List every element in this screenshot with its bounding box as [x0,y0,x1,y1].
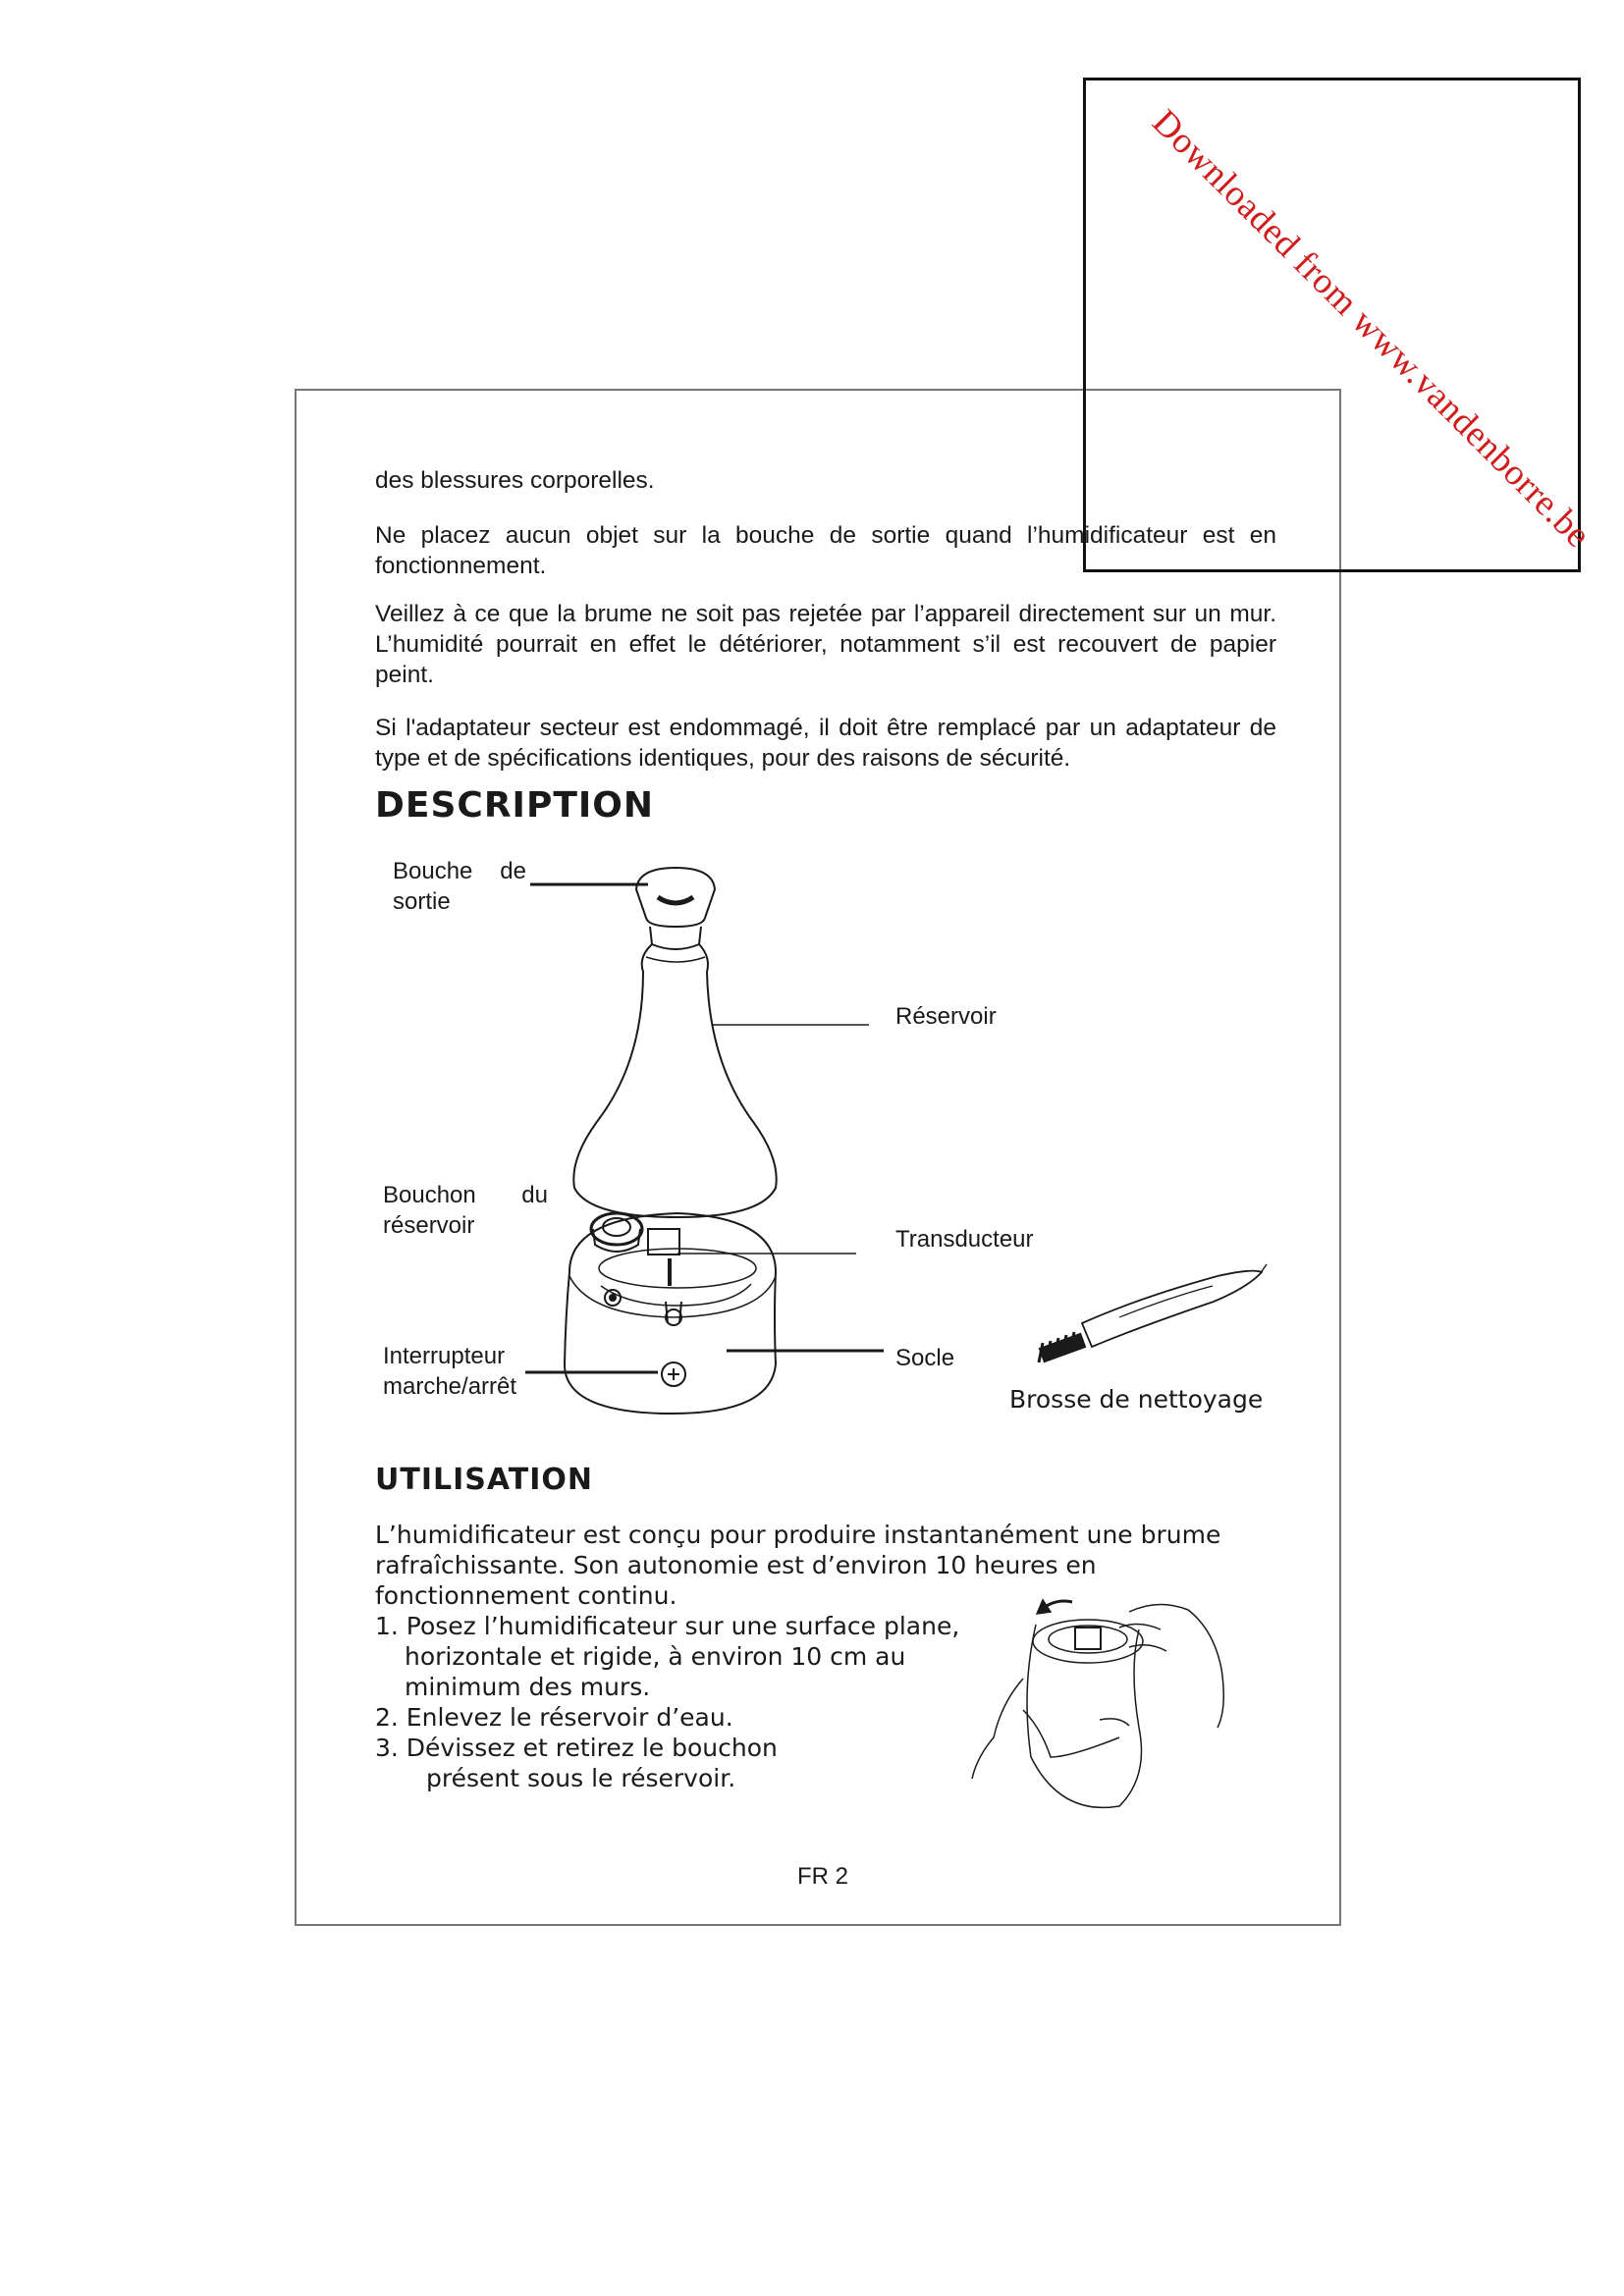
label-interrupteur: Interrupteur [383,1343,506,1369]
label-transducteur: Transducteur [895,1226,1034,1253]
step-1-line: horizontale et rigide, à environ 10 cm au [405,1642,906,1671]
step-1-line: minimum des murs. [405,1673,651,1701]
cleaning-brush-drawing [1039,1264,1267,1362]
utilisation-intro [375,1520,1220,1611]
label-bouche-de-sortie: Bouche de [393,858,526,884]
label-reservoir: Réservoir [895,1003,997,1030]
intro-paragraph-3: Veillez à ce que la brume ne soit pas rejetée par l’appareil directement sur un mur. L’humidité pourrait en effet le détériorer, notamment s’il est recouvert de papier peint. [375,601,1276,688]
page-number: FR 2 [797,1863,849,1890]
watermark-text: Downloaded from www.vandenborre.be [1144,102,1598,557]
utilisation-intro-line: L’humidificateur est conçu pour produire instantanément une brume [375,1521,1221,1549]
step-2: 2. Enlevez le réservoir d’eau. [375,1703,733,1732]
base-drawing [565,1213,776,1414]
utilisation-intro-line: fonctionnement continu. [375,1581,677,1610]
label-interrupteur-2: marche/arrêt [383,1373,517,1400]
label-bouchon-du-reservoir: Bouchon du [383,1182,548,1208]
reservoir-drawing [573,944,776,1217]
outlet-cap-drawing [636,868,715,949]
intro-paragraph-4: Si l'adaptateur secteur est endommagé, il doit être remplacé par un adaptateur de type et de spécifications identiques, pour des raisons de sécurité. [375,715,1276,772]
step-3-line: 3. Dévissez et retirez le bouchon [375,1734,778,1762]
label-bouchon-du-reservoir-2: réservoir [383,1212,475,1239]
label-socle: Socle [895,1345,955,1371]
intro-paragraph-1: des blessures corporelles. [375,467,655,494]
step-3-line: présent sous le réservoir. [426,1764,736,1792]
step-1-line: 1. Posez l’humidificateur sur une surface plane, [375,1612,960,1640]
description-heading: DESCRIPTION [375,785,655,826]
utilisation-intro-line: rafraîchissante. Son autonomie est d’environ 10 heures en [375,1551,1097,1579]
utilisation-heading: UTILISATION [375,1463,593,1497]
label-bouche-de-sortie-2: sortie [393,888,451,915]
hands-unscrewing-drawing [972,1600,1223,1807]
utilisation-steps [375,1611,959,1793]
label-brosse: Brosse de nettoyage [1009,1385,1264,1414]
intro-paragraph-2: Ne placez aucun objet sur la bouche de sortie quand l’humidificateur est en fonctionnement. [375,522,1276,579]
